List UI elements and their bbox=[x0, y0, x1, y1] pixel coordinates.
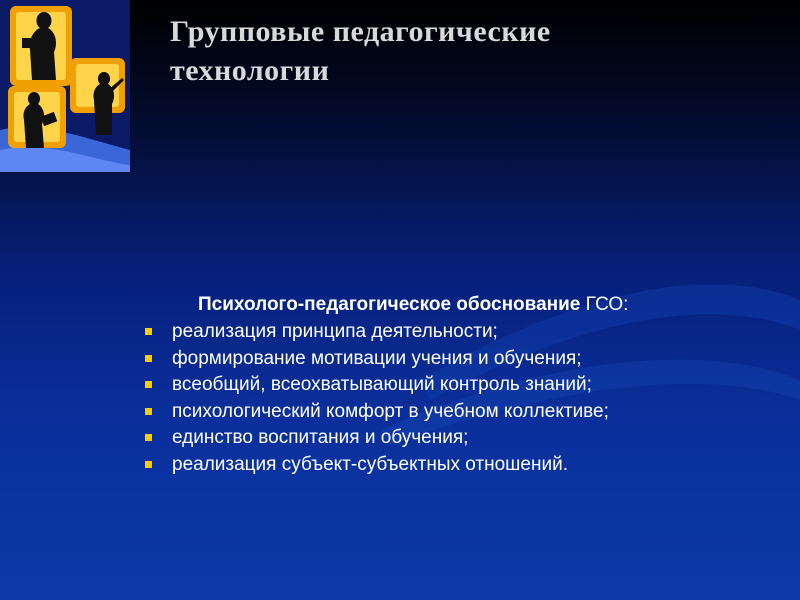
square-bullet-icon bbox=[145, 328, 152, 335]
list-item: реализация принципа деятельности; bbox=[143, 319, 763, 346]
square-bullet-icon bbox=[145, 461, 152, 468]
square-bullet-icon bbox=[145, 408, 152, 415]
list-item: реализация субъект-субъектных отношений. bbox=[143, 452, 763, 479]
bullet-list bbox=[143, 319, 763, 478]
square-bullet-icon bbox=[145, 355, 152, 362]
slide-title bbox=[170, 12, 770, 90]
heading-bold: Психолого-педагогическое обоснование bbox=[198, 294, 581, 315]
title-line-1: Групповые педагогические bbox=[170, 15, 551, 48]
list-heading bbox=[143, 290, 763, 319]
list-item: формирование мотивации учения и обучения; bbox=[143, 346, 763, 373]
heading-rest: ГСО: bbox=[580, 294, 629, 315]
square-bullet-icon bbox=[145, 381, 152, 388]
list-item: единство воспитания и обучения; bbox=[143, 425, 763, 452]
slide-body bbox=[143, 290, 763, 478]
title-line-2: технологии bbox=[170, 54, 330, 87]
list-item: психологический комфорт в учебном коллективе; bbox=[143, 399, 763, 426]
silhouette-figures-logo bbox=[0, 0, 130, 172]
list-item: всеобщий, всеохватывающий контроль знаний; bbox=[143, 372, 763, 399]
square-bullet-icon bbox=[145, 434, 152, 441]
